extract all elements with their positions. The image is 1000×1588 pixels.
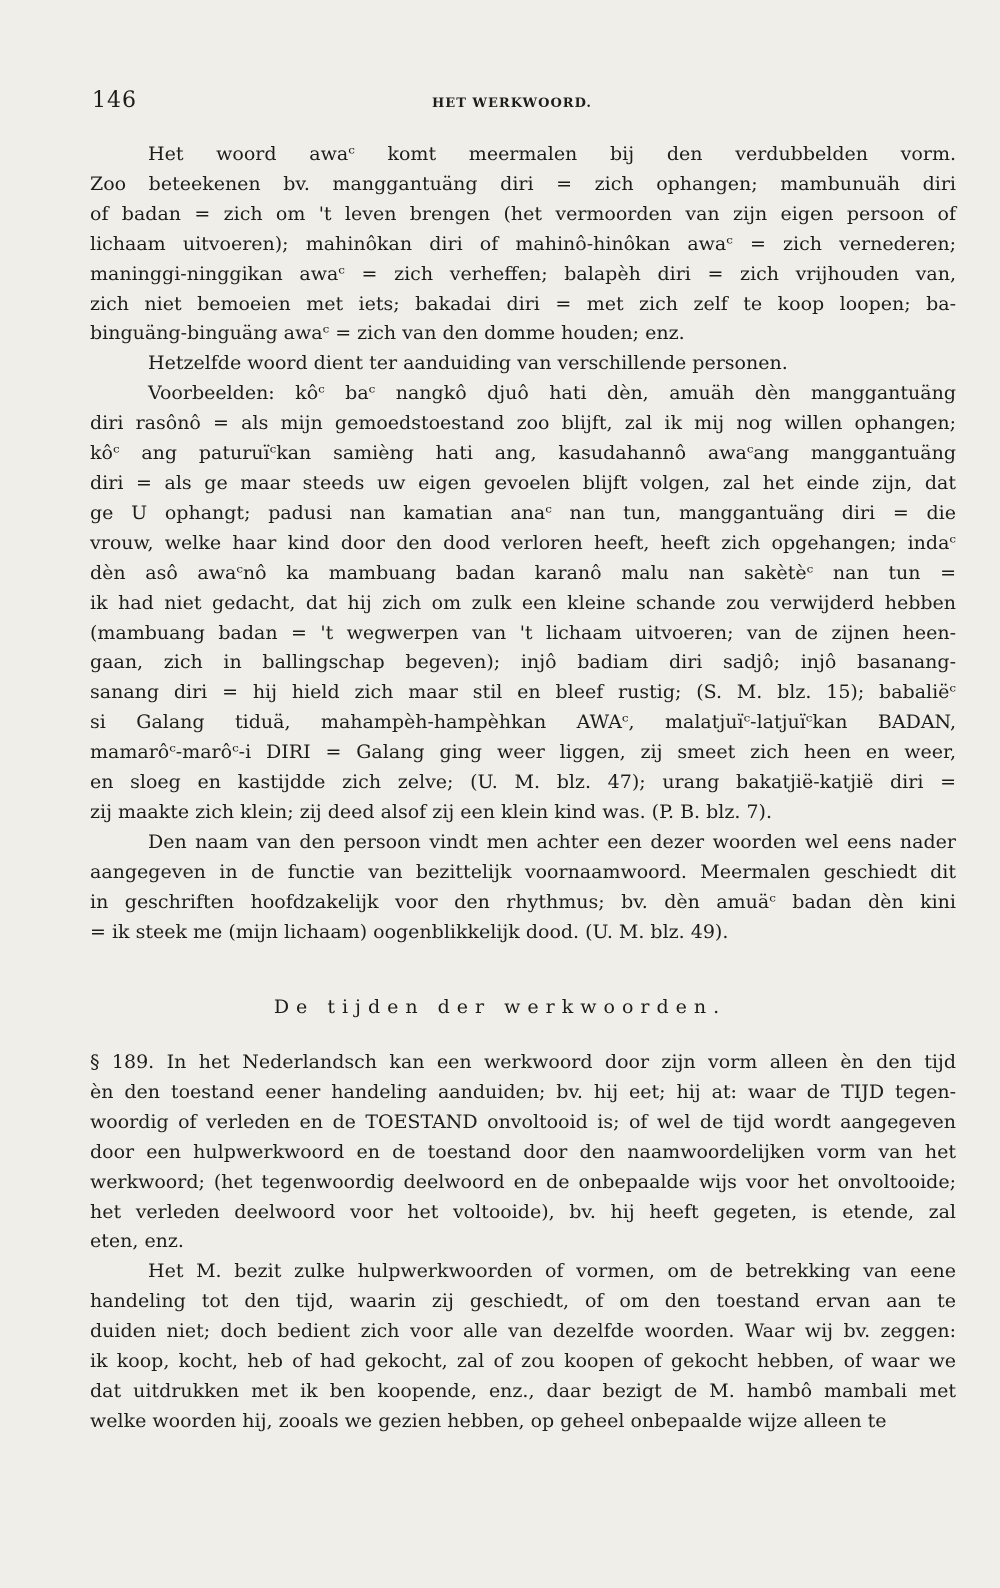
text-line: duiden niet; doch bedient zich voor alle van dezelfde woorden. Waar wij bv. zeggen: [90,1320,956,1343]
text-line: § 189. In het Nederlandsch kan een werkwoord door zijn vorm alleen èn den tijd [90,1051,956,1073]
text-line: vrouw, welke haar kind door den dood verloren heeft, heeft zich opgehangen; indaᶜ [90,531,956,554]
text-line: = ik steek me (mijn lichaam) oogenblikkelijk dood. (U. M. blz. 49). [90,920,729,943]
text-line: ik koop, kocht, heb of had gekocht, zal of zou koopen of gekocht hebben, of waar we [90,1350,956,1373]
text-line: Het woord awaᶜ komt meermalen bij den verdubbelden vorm. [148,143,956,165]
text-line: dat uitdrukken met ik ben koopende, enz., daar bezigt de M. hambô mambali met [90,1379,956,1402]
section-heading: De tijden der werkwoorden. [273,996,727,1018]
page-number: 146 [92,88,137,113]
running-head: HET WERKWOORD. [432,96,592,111]
text-line: en sloeg en kastijdde zich zelve; (U. M. blz. 47); urang bakatjië-katjië diri = [90,771,956,794]
text-line: handeling tot den tijd, waarin zij geschiedt, of om den toestand ervan aan te [90,1290,956,1313]
text-line: (mambuang badan = 't wegwerpen van 't lichaam uitvoeren; van de zijnen heen- [90,621,956,644]
text-line: kôᶜ ang paturuïᶜkan samièng hati ang, kasudahannô awaᶜang manggantuäng [90,442,956,465]
text-line: woordig of verleden en de TOESTAND onvoltooid is; of wel de tijd wordt aangegeven [90,1110,956,1133]
text-line: of badan = zich om 't leven brengen (het vermoorden van zijn eigen persoon of [90,202,956,225]
text-line: welke woorden hij, zooals we gezien hebben, op geheel onbepaalde wijze alleen te [90,1409,887,1432]
text-line: in geschriften hoofdzakelijk voor den rhythmus; bv. dèn amuäᶜ badan dèn kini [90,890,956,913]
text-line: binguäng-binguäng awaᶜ = zich van den domme houden; enz. [90,322,685,345]
text-line: Het M. bezit zulke hulpwerkwoorden of vormen, om de betrekking van eene [148,1260,956,1283]
text-line: aangegeven in de functie van bezittelijk voornaamwoord. Meermalen geschiedt dit [90,860,956,883]
text-line: gaan, zich in ballingschap begeven); injô badiam diri sadjô; injô basanang- [90,651,956,674]
text-line: dèn asô awaᶜnô ka mambuang badan karanô malu nan sakètèᶜ nan tun = [90,561,956,584]
text-line: diri rasônô = als mijn gemoedstoestand zoo blijft, zal ik mij nog willen ophangen; [90,412,956,435]
text-line: diri = als ge maar steeds uw eigen gevoelen blijft volgen, zal het einde zijn, dat [90,471,956,494]
text-line: Den naam van den persoon vindt men achter een dezer woorden wel eens nader [148,830,956,853]
body-text-block-1 [90,140,956,947]
text-line: si Galang tiduä, mahampèh-hampèhkan AWAᶜ, malatjuïᶜ-latjuïᶜkan BADAN, [90,711,956,734]
text-line: lichaam uitvoeren); mahinôkan diri of mahinô-hinôkan awaᶜ = zich vernederen; [90,232,956,255]
text-line: eten, enz. [90,1230,184,1253]
page-header [92,88,908,118]
text-line: èn den toestand eener handeling aanduiden; bv. hij eet; hij at: waar de TIJD tegen- [90,1080,956,1103]
text-line: door een hulpwerkwoord en de toestand door den naamwoordelijken vorm van het [90,1140,956,1163]
text-line: Hetzelfde woord dient ter aanduiding van verschillende personen. [148,352,788,375]
text-line: mamarôᶜ-marôᶜ-i DIRI = Galang ging weer liggen, zij smeet zich heen en weer, [90,741,956,764]
text-line: werkwoord; (het tegenwoordig deelwoord en de onbepaalde wijs voor het onvoltooide; [90,1170,956,1193]
text-line: maninggi-ninggikan awaᶜ = zich verheffen; balapèh diri = zich vrijhouden van, [90,262,956,285]
text-line: Voorbeelden: kôᶜ baᶜ nangkô djuô hati dèn, amuäh dèn manggantuäng [148,382,956,405]
text-line: zij maakte zich klein; zij deed alsof zij een klein kind was. (P. B. blz. 7). [90,800,773,823]
text-line: ge U ophangt; padusi nan kamatian anaᶜ nan tun, manggantuäng diri = die [90,501,956,524]
text-line: zich niet bemoeien met iets; bakadai diri = met zich zelf te koop loopen; ba- [90,292,956,315]
body-text-block-2 [90,1048,956,1437]
text-line: Zoo beteekenen bv. manggantuäng diri = zich ophangen; mambunuäh diri [90,172,956,195]
text-line: ik had niet gedacht, dat hij zich om zulk een kleine schande zou verwijderd hebben [90,591,956,614]
text-line: het verleden deelwoord voor het voltooide), bv. hij heeft gegeten, is etende, zal [90,1200,956,1223]
text-line: sanang diri = hij hield zich maar stil en bleef rustig; (S. M. blz. 15); babaliëᶜ [90,681,956,704]
